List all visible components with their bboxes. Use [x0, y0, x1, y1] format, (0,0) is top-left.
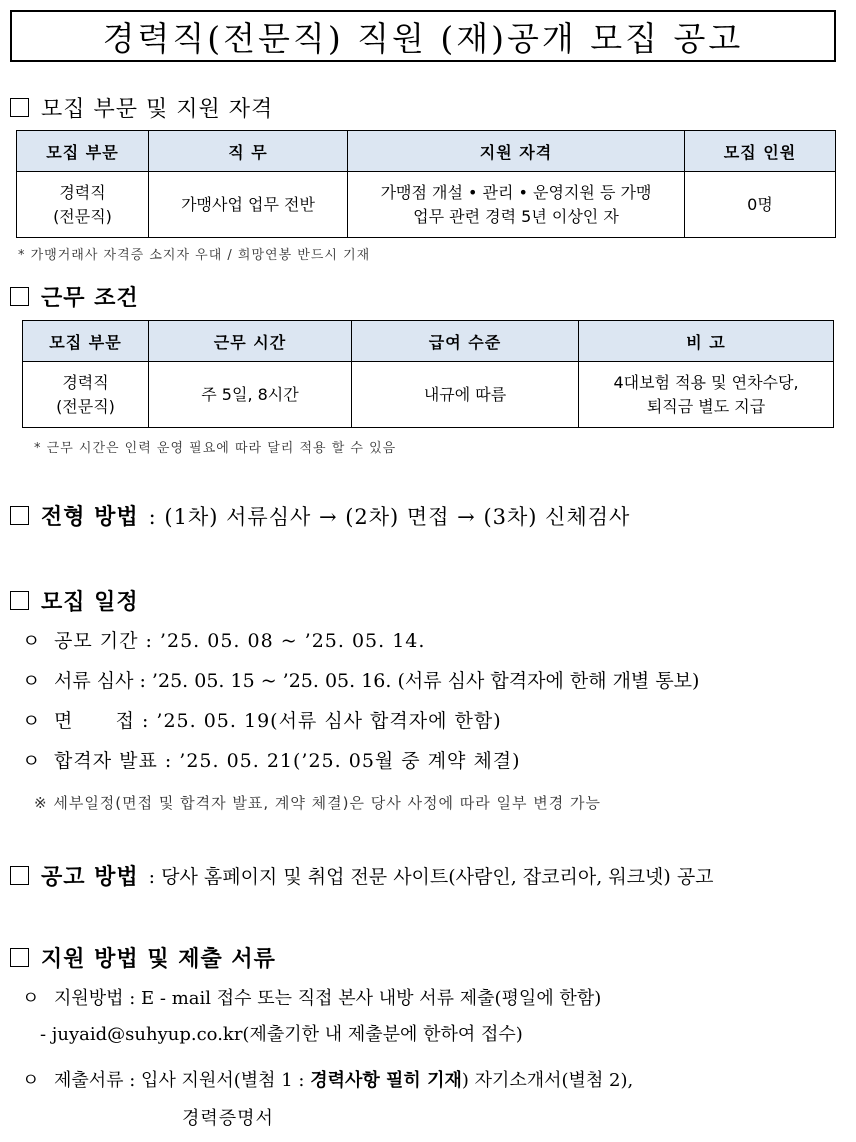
table-cell	[17, 172, 149, 238]
docs-text: 제출서류 : 입사 지원서(별첨 1 :	[54, 1070, 311, 1091]
table-header: 모집 부문	[23, 321, 149, 362]
work-table	[22, 320, 834, 428]
table-row	[17, 172, 836, 238]
schedule-item	[22, 666, 699, 693]
page-title: 경력직(전문직) 직원 (재)공개 모집 공고	[102, 18, 744, 58]
schedule-item	[22, 746, 521, 773]
section-title: 공고 방법	[41, 865, 139, 890]
cell-text: (전문직)	[56, 396, 115, 416]
cell-text: 퇴직금 별도 지급	[646, 396, 766, 416]
bullet-icon: ㅇ	[22, 988, 40, 1009]
checkbox-icon	[10, 866, 29, 885]
bullet-icon: ㅇ	[22, 1070, 40, 1091]
table-header: 근무 시간	[149, 321, 352, 362]
apply-docs	[22, 1066, 633, 1092]
cell-text: (전문직)	[53, 206, 112, 226]
docs-bold-text: 경력사항 필히 기재	[310, 1070, 462, 1091]
cell-text: 4대보험 적용 및 연차수당,	[613, 372, 799, 392]
apply-email: - juyaid@suhyup.co.kr(제출기한 내 제출분에 한하여 접수)	[40, 1024, 523, 1045]
section-work-heading	[10, 281, 139, 312]
schedule-text: 공모 기간 : ’25. 05. 08 ~ ’25. 05. 14.	[54, 630, 426, 652]
table-header: 지원 자격	[348, 131, 685, 172]
table-cell	[348, 172, 685, 238]
checkbox-icon	[10, 591, 29, 610]
notice-text: : 당사 홈페이지 및 취업 전문 사이트(사람인, 잡코리아, 워크넷) 공고	[148, 866, 714, 888]
checkbox-icon	[10, 287, 29, 306]
bullet-icon: ㅇ	[22, 710, 42, 732]
section-schedule-heading	[10, 585, 139, 616]
section-apply-heading	[10, 942, 276, 973]
checkbox-icon	[10, 948, 29, 967]
cell-text: 경력직	[59, 182, 106, 202]
bullet-icon: ㅇ	[22, 630, 42, 652]
docs-text: ) 자기소개서(별첨 2),	[461, 1070, 634, 1091]
bullet-icon: ㅇ	[22, 670, 42, 692]
checkbox-icon	[10, 506, 29, 525]
section-selection-heading	[10, 500, 630, 531]
selection-text: : (1차) 서류심사 → (2차) 면접 → (3차) 신체검사	[148, 504, 631, 529]
cell-text: 경력직	[62, 372, 109, 392]
section-notice-heading	[10, 860, 714, 891]
schedule-text: 면 접 : ’25. 05. 19(서류 심사 합격자에 한함)	[54, 710, 502, 732]
cell-text: 가맹점 개설 • 관리 • 운영지원 등 가맹	[380, 182, 652, 202]
table-cell: 내규에 따름	[352, 362, 579, 428]
title-box	[10, 10, 836, 62]
table-header: 비 고	[579, 321, 834, 362]
table-row	[23, 362, 834, 428]
table-header: 급여 수준	[352, 321, 579, 362]
recruit-table	[16, 130, 836, 238]
table-header: 직 무	[149, 131, 348, 172]
bullet-icon: ㅇ	[22, 750, 42, 772]
schedule-note: ※ 세부일정(면접 및 합격자 발표, 계약 체결)은 당사 사정에 따라 일부 변경 가능	[34, 794, 601, 812]
recruit-note: * 가맹거래사 자격증 소지자 우대 / 희망연봉 반드시 기재	[18, 248, 371, 263]
section-title: 근무 조건	[41, 286, 139, 311]
section-title: 지원 방법 및 제출 서류	[41, 947, 276, 972]
schedule-item	[22, 626, 425, 653]
table-cell: 0명	[685, 172, 836, 238]
apply-method	[22, 984, 601, 1010]
section-title: 모집 부문 및 지원 자격	[41, 97, 274, 122]
table-header: 모집 부문	[17, 131, 149, 172]
apply-method-text: 지원방법 : E - mail 접수 또는 직접 본사 내방 서류 제출(평일에 한함)	[54, 988, 602, 1009]
table-cell: 가맹사업 업무 전반	[149, 172, 348, 238]
apply-docs-line2: 경력증명서	[182, 1108, 274, 1129]
schedule-item	[22, 706, 502, 733]
table-header: 모집 인원	[685, 131, 836, 172]
section-title: 모집 일정	[41, 590, 139, 615]
work-note: * 근무 시간은 인력 운영 필요에 따라 달리 적용 할 수 있음	[34, 441, 397, 456]
checkbox-icon	[10, 98, 29, 117]
schedule-text: 서류 심사 : ’25. 05. 15 ~ ’25. 05. 16. (서류 심사 합격자에 한해 개별 통보)	[54, 670, 700, 692]
table-cell	[23, 362, 149, 428]
section-title: 전형 방법	[41, 505, 139, 530]
cell-text: 업무 관련 경력 5년 이상인 자	[413, 206, 619, 226]
schedule-text: 합격자 발표 : ’25. 05. 21(’25. 05월 중 계약 체결)	[54, 750, 521, 772]
table-cell	[579, 362, 834, 428]
table-cell: 주 5일, 8시간	[149, 362, 352, 428]
section-recruit-heading	[10, 92, 273, 123]
